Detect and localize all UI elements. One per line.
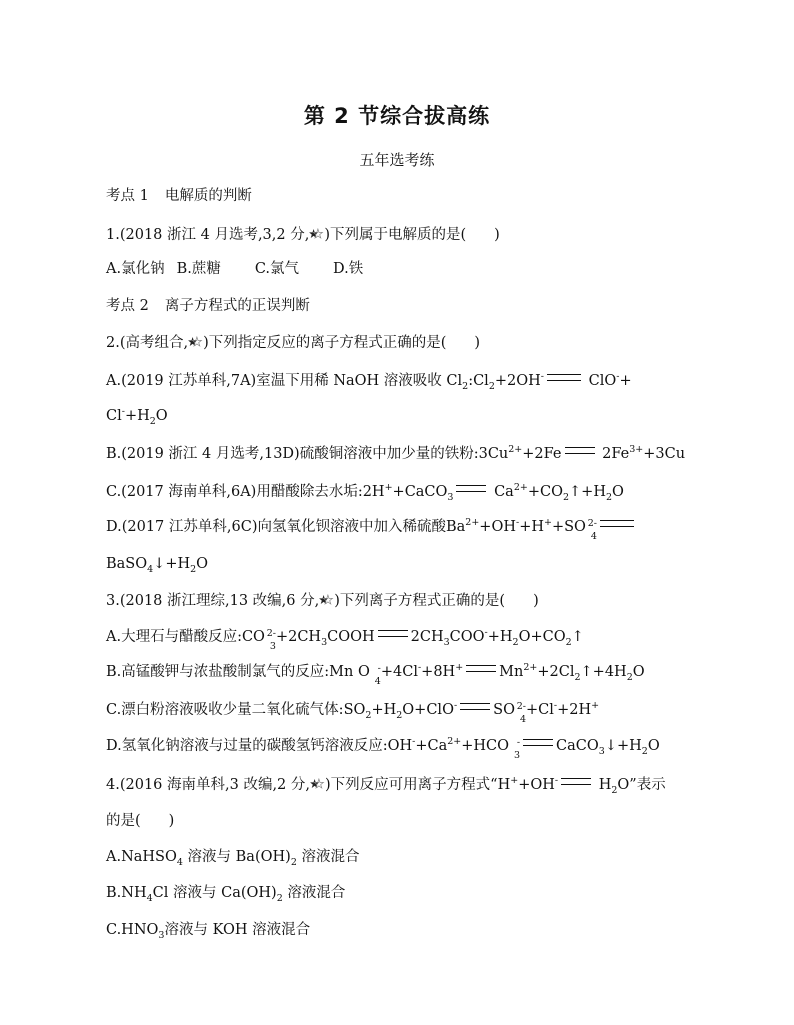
question-3-option-b[interactable]: B.高锰酸钾与浓盐酸制氯气的反应:Mn O - 4 +4Cl-+8H+ $Mn^{2+}+2Cl_2↑+4H_2O$ xyxy=(106,662,645,687)
question-3-option-a[interactable]: A.大理石与醋酸反应:CO 2- 3 $+2CH_3COOH$ $2CH_3COO^-+H_2O+CO_2↑$ xyxy=(106,627,584,652)
equals-sign xyxy=(547,374,581,381)
section-heading-1 xyxy=(106,186,252,206)
question-4-option-a[interactable]: A.NaHSO$_4$ 溶液与 $Ba(OH)_2$ 溶液混合 xyxy=(106,849,360,868)
option-b[interactable]: B.蔗糖 xyxy=(176,261,221,277)
equals-sign xyxy=(466,665,496,672)
equals-sign xyxy=(456,485,486,492)
section-label: 考点 1 xyxy=(106,188,149,204)
question-3-stem: 3.(2018 浙江理综,13 改编,6 分, )下列离子方程式正确的是( ) xyxy=(106,593,539,609)
question-4-option-b[interactable]: $B.NH_4Cl$ 溶液与 $Ca(OH)_2$ 溶液混合 xyxy=(106,885,346,904)
question-3-option-d[interactable]: D.氢氧化钠溶液与过量的碳酸氢钙溶液反应$:OH^-+Ca^{2+}+HCO$ - 3 $CaCO_3↓+H_2O$ xyxy=(106,736,660,761)
difficulty-star-icon xyxy=(319,594,334,606)
difficulty-star-icon xyxy=(188,336,203,348)
option-d[interactable]: D.铁 xyxy=(333,261,364,277)
equals-sign xyxy=(378,630,408,637)
equals-sign xyxy=(600,520,634,527)
difficulty-star-icon xyxy=(310,778,325,790)
equals-sign xyxy=(565,447,595,454)
difficulty-star-icon xyxy=(309,228,324,240)
section-label: 考点 2 xyxy=(106,298,149,314)
equals-sign xyxy=(561,778,591,785)
section-heading-2 xyxy=(106,296,310,316)
question-4-stem: 4.(2016 海南单科,3 改编,2 分, )下列反应可用离子方程式“H++OH- $H_2O$”表示 xyxy=(106,775,666,796)
question-2-stem: 2.(高考组合, )下列指定反应的离子方程式正确的是( ) xyxy=(106,335,481,351)
question-3-option-c[interactable]: C.漂白粉溶液吸收少量二氧化硫气体$:SO_2+H_2O+ClO^-$ SO 2- 4 +Cl-+2H+ xyxy=(106,700,600,725)
section-title: 电解质的判断 xyxy=(164,188,252,204)
question-2-option-b[interactable]: B.(2019 浙江 4 月选考,13D)硫酸铜溶液中加少量的铁粉$:3Cu^{2+}+2Fe$ $2Fe^{3+}+3Cu$ xyxy=(106,444,686,462)
equals-sign xyxy=(460,703,490,710)
question-1-options xyxy=(106,259,363,279)
equals-sign xyxy=(523,739,553,746)
question-4-stem-cont: 的是( ) xyxy=(106,813,175,829)
question-4-option-c[interactable]: $C.HNO_3$溶液与 KOH 溶液混合 xyxy=(106,922,311,941)
question-2-option-d[interactable]: D.(2017 江苏单科,6C)向氢氧化钡溶液中加入稀硫酸$Ba^{2+}+OH^-+H^++SO$ 2- 4 xyxy=(106,517,637,537)
section-title: 离子方程式的正误判断 xyxy=(164,298,310,314)
question-2-option-a-cont: $Cl^-+H_2O$ xyxy=(106,406,168,427)
page-subtitle: 五年选考练 xyxy=(359,151,435,169)
option-c[interactable]: C.氯气 xyxy=(254,261,300,277)
page-title: 第 2 节综合拔高练 xyxy=(303,104,491,128)
question-1-stem: 1.(2018 浙江 4 月选考,3,2 分, )下列属于电解质的是( ) xyxy=(106,227,500,243)
question-2-option-a[interactable]: A.(2019 江苏单科,7A)室温下用稀 NaOH 溶液吸收 $Cl_2:Cl_2+2OH^-$ ClO-+ xyxy=(106,371,632,392)
question-2-option-d-cont: $BaSO_4↓+H_2O$ xyxy=(106,556,209,575)
option-a[interactable]: A.氯化钠 xyxy=(106,261,165,277)
question-2-option-c[interactable]: C.(2017 海南单科,6A)用醋酸除去水垢:2H++CaCO$_3$ $Ca^{2+}+CO_2↑+H_2O$ xyxy=(106,482,624,503)
